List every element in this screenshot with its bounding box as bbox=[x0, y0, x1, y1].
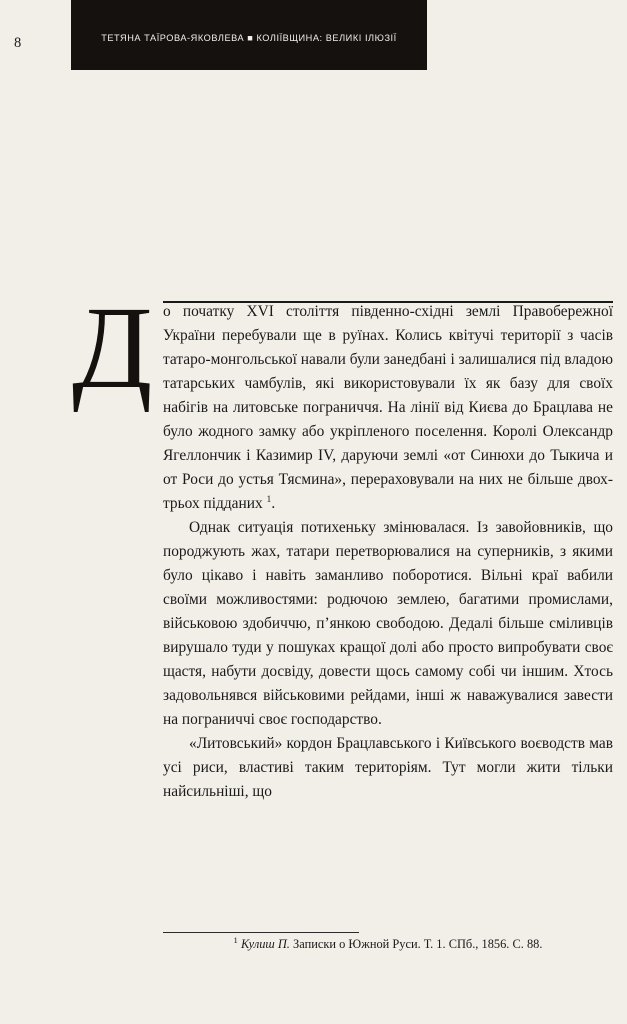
footnote-separator bbox=[163, 932, 359, 933]
page-number: 8 bbox=[14, 35, 22, 51]
footnote-text: Записки о Южной Руси. Т. 1. СПб., 1856. С. 88. bbox=[289, 937, 543, 951]
footnote-author: Кулиш П. bbox=[240, 937, 290, 951]
paragraph-1 bbox=[163, 300, 613, 516]
paragraph-1-text: о початку XVI століття південно-східні землі Правобережної України перебували ще в руїнах. Колись квітучі території з часів татаро-монгольської навали були занедбані і залишалися під владою татарських чамбулів, які використовували їх як базу для своїх набігів на литовське пограниччя. На лінії від Києва до Брацлава не було жодного замку або укріпленого поселення. Королі Олександр Ягеллончик і Казимир IV, даруючи землі «от Синюхи до Тыкича и от Роси до устья Тясмина», перераховували на них не більше двох-трьох підданих bbox=[163, 303, 613, 512]
paragraph-3: «Литовський» кордон Брацлавського і Київського воєводств мав усі риси, властиві таким територіям. Тут могли жити тільки найсильніші, що bbox=[163, 735, 613, 800]
paragraph-1-tail: . bbox=[271, 495, 276, 512]
footnote-reference-1: 1 bbox=[266, 493, 272, 505]
drop-cap: Д bbox=[72, 282, 153, 413]
footnote-1 bbox=[163, 936, 613, 953]
footnote-marker: 1 bbox=[233, 934, 238, 945]
running-head-band bbox=[71, 0, 427, 70]
paragraph-2: Однак ситуація потихеньку змінювалася. Із завойовників, що породжують жах, татари перетворювалися на суперників, з якими було цікаво і навіть заманливо поборотися. Вільні краї вабили своїми можливостями: родючою землею, багатими промислами, військовою здобиччю, п’янкою свободою. Дедалі більше сміливців вирушало туди у пошуках кращої долі або просто випробувати своє щастя, набути досвіду, довести щось самому собі чи іншим. Хтось задовольнявся військовими рейдами, інші ж наважувалися завести на пограниччі своє господарство. bbox=[163, 519, 613, 728]
body-text bbox=[163, 300, 613, 804]
running-head-text: ТЕТЯНА ТАЇРОВА-ЯКОВЛЕВА ■ КОЛIЇВЩИНА: ВЕЛИКI IЛЮЗIЇ bbox=[101, 33, 397, 43]
